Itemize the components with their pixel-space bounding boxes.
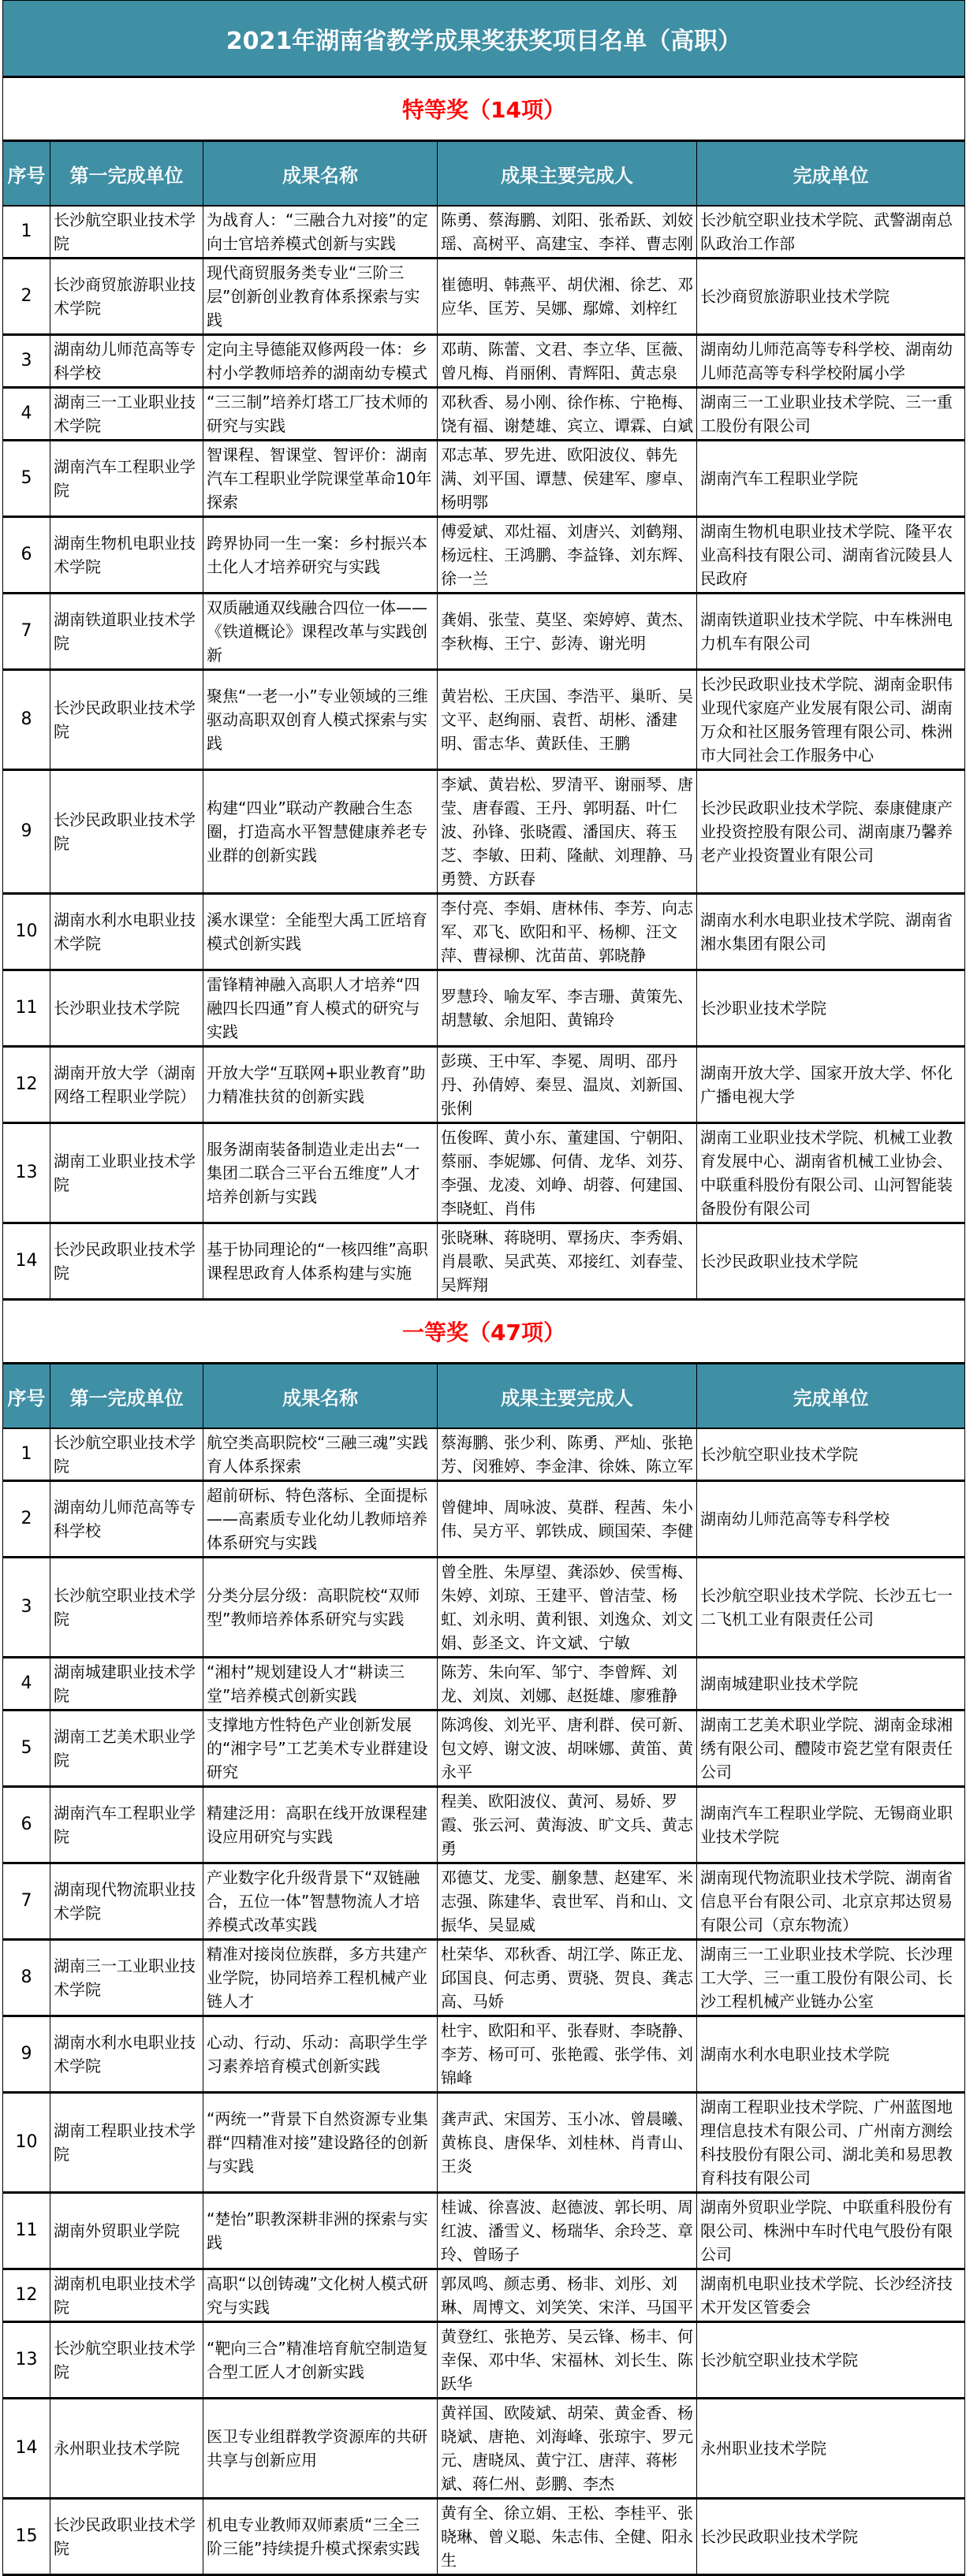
achievement-name-cell: 跨界协同一生一案：乡村振兴本土化人才培养研究与实践 [203,517,438,594]
completing-units-cell: 湖南生物机电职业技术学院、隆平农业高科技有限公司、湖南省沅陵县人民政府 [697,517,965,594]
achievement-name-cell: “靶向三合”精准培育航空制造复合型工匠人才创新实践 [203,2322,438,2399]
achievement-name-cell: “楚怡”职教深耕非洲的探索与实践 [203,2193,438,2269]
completing-units-cell: 长沙民政职业技术学院、泰康健康产业投资控股有限公司、湖南康乃馨养老产业投资置业有限公司 [697,770,965,894]
achievement-name-cell: 基于协同理论的“一核四维”高职课程思政育人体系构建与实施 [203,1223,438,1300]
prize-title: 一等奖（47项） [3,1300,965,1364]
table-row [3,970,965,1047]
first-unit-cell: 长沙职业技术学院 [50,970,203,1047]
achievement-name-cell: 双质融通双线融合四位一体——《铁道概论》课程改革与实践创新 [203,594,438,670]
main-contributors-cell: 陈芳、朱向军、邹宁、李曾辉、刘龙、刘岚、刘娜、赵挺雄、廖雅静 [438,1658,697,1711]
first-unit-cell: 湖南外贸职业学院 [50,2193,203,2269]
table-row [3,1711,965,1787]
table-row [3,770,965,894]
main-contributors-cell: 李斌、黄岩松、罗清平、谢丽琴、唐莹、唐春霞、王丹、郭明磊、叶仁波、孙锋、张晓霞、潘国庆、蒋玉芝、李敏、田莉、隆献、刘理静、马勇赞、方跃春 [438,770,697,894]
main-contributors-cell: 邓德艾、龙雯、蒯象慧、赵建军、米志强、陈建华、袁世军、肖和山、文振华、吴显威 [438,1863,697,1940]
achievement-name-cell: 心动、行动、乐动：高职学生学习素养培育模式创新实践 [203,2016,438,2093]
first-unit-cell: 长沙民政职业技术学院 [50,1223,203,1300]
table-row [3,670,965,770]
main-contributors-cell: 蔡海鹏、张少利、陈勇、严灿、张艳芳、闵雅婷、李金津、徐姝、陈立军 [438,1428,697,1481]
row-seq-cell: 2 [3,1481,50,1558]
row-seq-cell: 3 [3,335,50,388]
achievement-name-cell: 精建泛用：高职在线开放课程建设应用研究与实践 [203,1787,438,1863]
table-row [3,594,965,670]
first-unit-cell: 长沙商贸旅游职业技术学院 [50,259,203,335]
first-unit-cell: 湖南幼儿师范高等专科学校 [50,1481,203,1558]
main-contributors-cell: 黄登红、张艳芳、吴云锋、杨丰、何幸保、邓中华、宋福林、刘长生、陈跃华 [438,2322,697,2399]
main-contributors-cell: 张晓琳、蒋晓明、覃扬庆、李秀娟、肖晨歌、吴武英、邓接红、刘春莹、吴辉翔 [438,1223,697,1300]
completing-units-cell: 长沙航空职业技术学院、武警湖南总队政治工作部 [697,206,965,259]
table-row [3,1428,965,1481]
completing-units-cell: 湖南城建职业技术学院 [697,1658,965,1711]
column-header-row-seq: 序号 [3,141,50,207]
first-unit-cell: 湖南幼儿师范高等专科学校 [50,335,203,388]
table-row [3,1863,965,1940]
table-row [3,2399,965,2499]
main-contributors-cell: 黄有全、徐立娟、王松、李桂平、张晓琳、曾义聪、朱志伟、全健、阳永生 [438,2499,697,2575]
first-unit-cell: 长沙民政职业技术学院 [50,670,203,770]
row-seq-cell: 7 [3,1863,50,1940]
main-contributors-cell: 郭凤鸣、颜志勇、杨非、刘彤、刘琳、周博文、刘笑笑、宋洋、马国平 [438,2269,697,2322]
achievement-name-cell: 构建“四业”联动产教融合生态圈，打造高水平智慧健康养老专业群的创新实践 [203,770,438,894]
column-header-row-seq: 序号 [3,1364,50,1429]
table-row [3,335,965,388]
column-header-completing-units: 完成单位 [697,1364,965,1429]
achievement-name-cell: 智课程、智课堂、智评价：湖南汽车工程职业学院课堂革命10年探索 [203,441,438,517]
completing-units-cell: 湖南水利水电职业技术学院 [697,2016,965,2093]
table-row [3,441,965,517]
row-seq-cell: 10 [3,894,50,970]
completing-units-cell: 湖南工程职业技术学院、广州蓝图地理信息技术有限公司、广州南方测绘科技股份有限公司、湖北美和易思教育科技有限公司 [697,2093,965,2193]
table-row [3,1558,965,1658]
achievement-name-cell: 支撑地方性特色产业创新发展的“湘字号”工艺美术专业群建设研究 [203,1711,438,1787]
achievement-name-cell: 开放大学“互联网+职业教育”助力精准扶贫的创新实践 [203,1047,438,1123]
title-row [3,1,965,77]
row-seq-cell: 4 [3,388,50,441]
page-title: 2021年湖南省教学成果奖获奖项目名单（高职） [3,1,965,77]
table-row [3,2016,965,2093]
column-header-achievement-name: 成果名称 [203,141,438,207]
first-unit-cell: 湖南生物机电职业技术学院 [50,517,203,594]
completing-units-cell: 长沙航空职业技术学院、长沙五七一二飞机工业有限责任公司 [697,1558,965,1658]
completing-units-cell: 湖南铁道职业技术学院、中车株洲电力机车有限公司 [697,594,965,670]
achievement-name-cell: 聚焦“一老一小”专业领域的三维驱动高职双创育人模式探索与实践 [203,670,438,770]
achievement-name-cell: 高职“以创铸魂”文化树人模式研究与实践 [203,2269,438,2322]
main-contributors-cell: 黄祥国、欧陵斌、胡荣、黄金香、杨晓斌、唐艳、刘海峰、张琼宇、罗元元、唐晓凤、黄宁江、唐萍、蒋彬斌、蒋仁州、彭鹏、李杰 [438,2399,697,2499]
completing-units-cell: 湖南工业职业技术学院、机械工业教育发展中心、湖南省机械工业协会、中联重科股份有限公司、山河智能装备股份有限公司 [697,1123,965,1223]
main-contributors-cell: 桂诚、徐喜波、赵德波、郭长明、周红波、潘雪义、杨瑞华、余玲芝、章玲、曾旸子 [438,2193,697,2269]
table-row [3,1223,965,1300]
first-unit-cell: 湖南三一工业职业技术学院 [50,388,203,441]
row-seq-cell: 4 [3,1658,50,1711]
first-unit-cell: 湖南水利水电职业技术学院 [50,894,203,970]
first-unit-cell: 长沙航空职业技术学院 [50,2322,203,2399]
first-unit-cell: 长沙航空职业技术学院 [50,1558,203,1658]
completing-units-cell: 长沙民政职业技术学院、湖南金职伟业现代家庭产业发展有限公司、湖南万众和社区服务管理有限公司、株洲市大同社会工作服务中心 [697,670,965,770]
first-unit-cell: 湖南工艺美术职业学院 [50,1711,203,1787]
completing-units-cell: 湖南现代物流职业技术学院、湖南省信息平台有限公司、北京京邦达贸易有限公司（京东物流） [697,1863,965,1940]
achievement-name-cell: 产业数字化升级背景下“双链融合，五位一体”智慧物流人才培养模式改革实践 [203,1863,438,1940]
main-contributors-cell: 龚声武、宋国芳、玉小冰、曾晨曦、黄栋良、唐保华、刘桂林、肖青山、王炎 [438,2093,697,2193]
row-seq-cell: 1 [3,1428,50,1481]
main-contributors-cell: 曾健坤、周咏波、莫群、程茜、朱小伟、吴方平、郭铁成、顾国荣、李健 [438,1481,697,1558]
prize-section-header [3,77,965,141]
first-unit-cell: 湖南现代物流职业技术学院 [50,1863,203,1940]
row-seq-cell: 8 [3,1940,50,2016]
main-contributors-cell: 程美、欧阳波仪、黄河、易娇、罗霞、张云河、黄海波、旷文兵、黄志勇 [438,1787,697,1863]
table-row [3,388,965,441]
table-row [3,2269,965,2322]
main-contributors-cell: 龚娟、张莹、莫坚、栾婷婷、黄杰、李秋梅、王宁、彭涛、谢光明 [438,594,697,670]
main-contributors-cell: 陈鸿俊、刘光平、唐利群、侯可新、包文婷、谢文波、胡咪娜、黄笛、黄永平 [438,1711,697,1787]
column-header-first-unit: 第一完成单位 [50,141,203,207]
achievement-name-cell: 现代商贸服务类专业“三阶三层”创新创业教育体系探索与实践 [203,259,438,335]
row-seq-cell: 11 [3,970,50,1047]
first-unit-cell: 湖南铁道职业技术学院 [50,594,203,670]
main-contributors-cell: 曾全胜、朱厚望、龚添妙、侯雪梅、朱婷、刘琼、王建平、曾洁莹、杨虹、刘永明、黄利银、刘逸众、刘文娟、彭圣文、许文斌、宁敏 [438,1558,697,1658]
completing-units-cell: 湖南幼儿师范高等专科学校、湖南幼儿师范高等专科学校附属小学 [697,335,965,388]
achievement-name-cell: “湘村”规划建设人才“耕读三堂”培养模式创新实践 [203,1658,438,1711]
achievement-name-cell: “两统一”背景下自然资源专业集群“四精准对接”建设路径的创新与实践 [203,2093,438,2193]
first-unit-cell: 长沙民政职业技术学院 [50,2499,203,2575]
first-unit-cell: 湖南机电职业技术学院 [50,2269,203,2322]
achievement-name-cell: 航空类高职院校“三融三魂”实践育人体系探索 [203,1428,438,1481]
achievement-name-cell: 为战育人：“三融合九对接”的定向士官培养模式创新与实践 [203,206,438,259]
main-contributors-cell: 杜宇、欧阳和平、张春财、李晓静、李芳、杨可可、张艳霞、张学伟、刘锦峰 [438,2016,697,2093]
completing-units-cell: 长沙民政职业技术学院 [697,2499,965,2575]
row-seq-cell: 14 [3,2399,50,2499]
table-row [3,1481,965,1558]
main-contributors-cell: 彭瑛、王中军、李冕、周明、邵丹丹、孙倩婷、秦昱、温岚、刘新国、张俐 [438,1047,697,1123]
achievement-name-cell: 机电专业教师双师素质“三全三阶三能”持续提升模式探索实践 [203,2499,438,2575]
achievement-name-cell: 医卫专业组群教学资源库的共研共享与创新应用 [203,2399,438,2499]
row-seq-cell: 13 [3,2322,50,2399]
achievement-name-cell: 定向主导德能双修两段一体：乡村小学教师培养的湖南幼专模式 [203,335,438,388]
achievement-name-cell: 超前研标、特色落标、全面提标——高素质专业化幼儿教师培养体系研究与实践 [203,1481,438,1558]
main-contributors-cell: 邓秋香、易小刚、徐作栋、宁艳梅、饶有福、谢楚雄、宾立、谭霖、白斌 [438,388,697,441]
completing-units-cell: 湖南幼儿师范高等专科学校 [697,1481,965,1558]
main-contributors-cell: 陈勇、蔡海鹏、刘阳、张希跃、刘姣瑶、高树平、高建宝、李祥、曹志刚 [438,206,697,259]
achievement-name-cell: 服务湖南装备制造业走出去“一集团二联合三平台五维度”人才培养创新与实践 [203,1123,438,1223]
main-contributors-cell: 黄岩松、王庆国、李浩平、巢昕、吴文平、赵绚丽、袁哲、胡彬、潘建明、雷志华、黄跃佳、王鹏 [438,670,697,770]
first-unit-cell: 长沙民政职业技术学院 [50,770,203,894]
first-unit-cell: 湖南工程职业技术学院 [50,2093,203,2193]
row-seq-cell: 6 [3,517,50,594]
row-seq-cell: 13 [3,1123,50,1223]
first-unit-cell: 长沙航空职业技术学院 [50,206,203,259]
table-row [3,2322,965,2399]
row-seq-cell: 5 [3,1711,50,1787]
row-seq-cell: 15 [3,2499,50,2575]
completing-units-cell: 长沙商贸旅游职业技术学院 [697,259,965,335]
row-seq-cell: 9 [3,2016,50,2093]
column-header-completing-units: 完成单位 [697,141,965,207]
row-seq-cell: 7 [3,594,50,670]
main-contributors-cell: 傅爱斌、邓灶福、刘唐兴、刘鹤翔、杨远柱、王鸿鹏、李益锋、刘东辉、徐一兰 [438,517,697,594]
first-unit-cell: 永州职业技术学院 [50,2399,203,2499]
row-seq-cell: 12 [3,1047,50,1123]
row-seq-cell: 2 [3,259,50,335]
completing-units-cell: 长沙民政职业技术学院 [697,1223,965,1300]
table-row [3,1787,965,1863]
table-header-row [3,1364,965,1429]
completing-units-cell: 湖南汽车工程职业学院 [697,441,965,517]
achievement-name-cell: 精准对接岗位族群，多方共建产业学院，协同培养工程机械产业链人才 [203,1940,438,2016]
completing-units-cell: 湖南三一工业职业技术学院、三一重工股份有限公司 [697,388,965,441]
completing-units-cell: 湖南机电职业技术学院、长沙经济技术开发区管委会 [697,2269,965,2322]
first-unit-cell: 湖南城建职业技术学院 [50,1658,203,1711]
achievement-name-cell: 分类分层分级：高职院校“双师型”教师培养体系研究与实践 [203,1558,438,1658]
row-seq-cell: 1 [3,206,50,259]
prize-title: 特等奖（14项） [3,77,965,141]
row-seq-cell: 12 [3,2269,50,2322]
column-header-first-unit: 第一完成单位 [50,1364,203,1429]
main-contributors-cell: 邓志革、罗先进、欧阳波仪、韩先满、刘平国、谭慧、侯建军、廖卓、杨明鄂 [438,441,697,517]
first-unit-cell: 长沙航空职业技术学院 [50,1428,203,1481]
table-row [3,1658,965,1711]
completing-units-cell: 永州职业技术学院 [697,2399,965,2499]
achievement-name-cell: 雷锋精神融入高职人才培养“四融四长四通”育人模式的研究与实践 [203,970,438,1047]
column-header-main-contributors: 成果主要完成人 [438,1364,697,1429]
main-contributors-cell: 李付亮、李娟、唐林伟、李芳、向志军、邓飞、欧阳和平、杨柳、汪文萍、曹禄柳、沈苗苗、郭晓静 [438,894,697,970]
row-seq-cell: 10 [3,2093,50,2193]
table-row [3,1047,965,1123]
prize-section-header [3,1300,965,1364]
first-unit-cell: 湖南三一工业职业技术学院 [50,1940,203,2016]
row-seq-cell: 5 [3,441,50,517]
row-seq-cell: 8 [3,670,50,770]
row-seq-cell: 6 [3,1787,50,1863]
row-seq-cell: 11 [3,2193,50,2269]
table-row [3,2093,965,2193]
column-header-main-contributors: 成果主要完成人 [438,141,697,207]
award-table [2,0,965,2576]
completing-units-cell: 湖南水利水电职业技术学院、湖南省湘水集团有限公司 [697,894,965,970]
completing-units-cell: 长沙职业技术学院 [697,970,965,1047]
main-contributors-cell: 邓萌、陈蕾、文君、李立华、匡薇、曾凡梅、肖丽俐、青辉阳、黄志泉 [438,335,697,388]
table-header-row [3,141,965,207]
completing-units-cell: 湖南汽车工程职业学院、无锡商业职业技术学院 [697,1787,965,1863]
table-row [3,2499,965,2575]
table-row [3,1123,965,1223]
completing-units-cell: 长沙航空职业技术学院 [697,1428,965,1481]
first-unit-cell: 湖南水利水电职业技术学院 [50,2016,203,2093]
main-contributors-cell: 杜荣华、邓秋香、胡江学、陈正龙、邱国良、何志勇、贾骁、贺良、龚志高、马娇 [438,1940,697,2016]
table-row [3,517,965,594]
main-contributors-cell: 伍俊晖、黄小东、董建国、宁朝阳、蔡丽、李妮娜、何倩、龙华、刘芬、李强、龙凌、刘峥、胡蓉、何建国、李晓虹、肖伟 [438,1123,697,1223]
first-unit-cell: 湖南汽车工程职业学院 [50,441,203,517]
row-seq-cell: 14 [3,1223,50,1300]
completing-units-cell: 湖南开放大学、国家开放大学、怀化广播电视大学 [697,1047,965,1123]
main-contributors-cell: 罗慧玲、喻友军、李吉珊、黄策先、胡慧敏、余旭阳、黄锦玲 [438,970,697,1047]
completing-units-cell: 长沙航空职业技术学院 [697,2322,965,2399]
main-contributors-cell: 崔德明、韩燕平、胡伏湘、徐艺、邓应华、匡芳、吴娜、鄢嫦、刘梓红 [438,259,697,335]
first-unit-cell: 湖南汽车工程职业学院 [50,1787,203,1863]
completing-units-cell: 湖南三一工业职业技术学院、长沙理工大学、三一重工股份有限公司、长沙工程机械产业链办公室 [697,1940,965,2016]
row-seq-cell: 3 [3,1558,50,1658]
achievement-name-cell: 溪水课堂：全能型大禹工匠培育模式创新实践 [203,894,438,970]
completing-units-cell: 湖南工艺美术职业学院、湖南金球湘绣有限公司、醴陵市瓷艺堂有限责任公司 [697,1711,965,1787]
table-row [3,1940,965,2016]
table-row [3,206,965,259]
achievement-name-cell: “三三制”培养灯塔工厂技术师的研究与实践 [203,388,438,441]
table-row [3,2193,965,2269]
column-header-achievement-name: 成果名称 [203,1364,438,1429]
first-unit-cell: 湖南工业职业技术学院 [50,1123,203,1223]
row-seq-cell: 9 [3,770,50,894]
completing-units-cell: 湖南外贸职业学院、中联重科股份有限公司、株洲中车时代电气股份有限公司 [697,2193,965,2269]
first-unit-cell: 湖南开放大学（湖南网络工程职业学院） [50,1047,203,1123]
table-row [3,894,965,970]
table-row [3,259,965,335]
